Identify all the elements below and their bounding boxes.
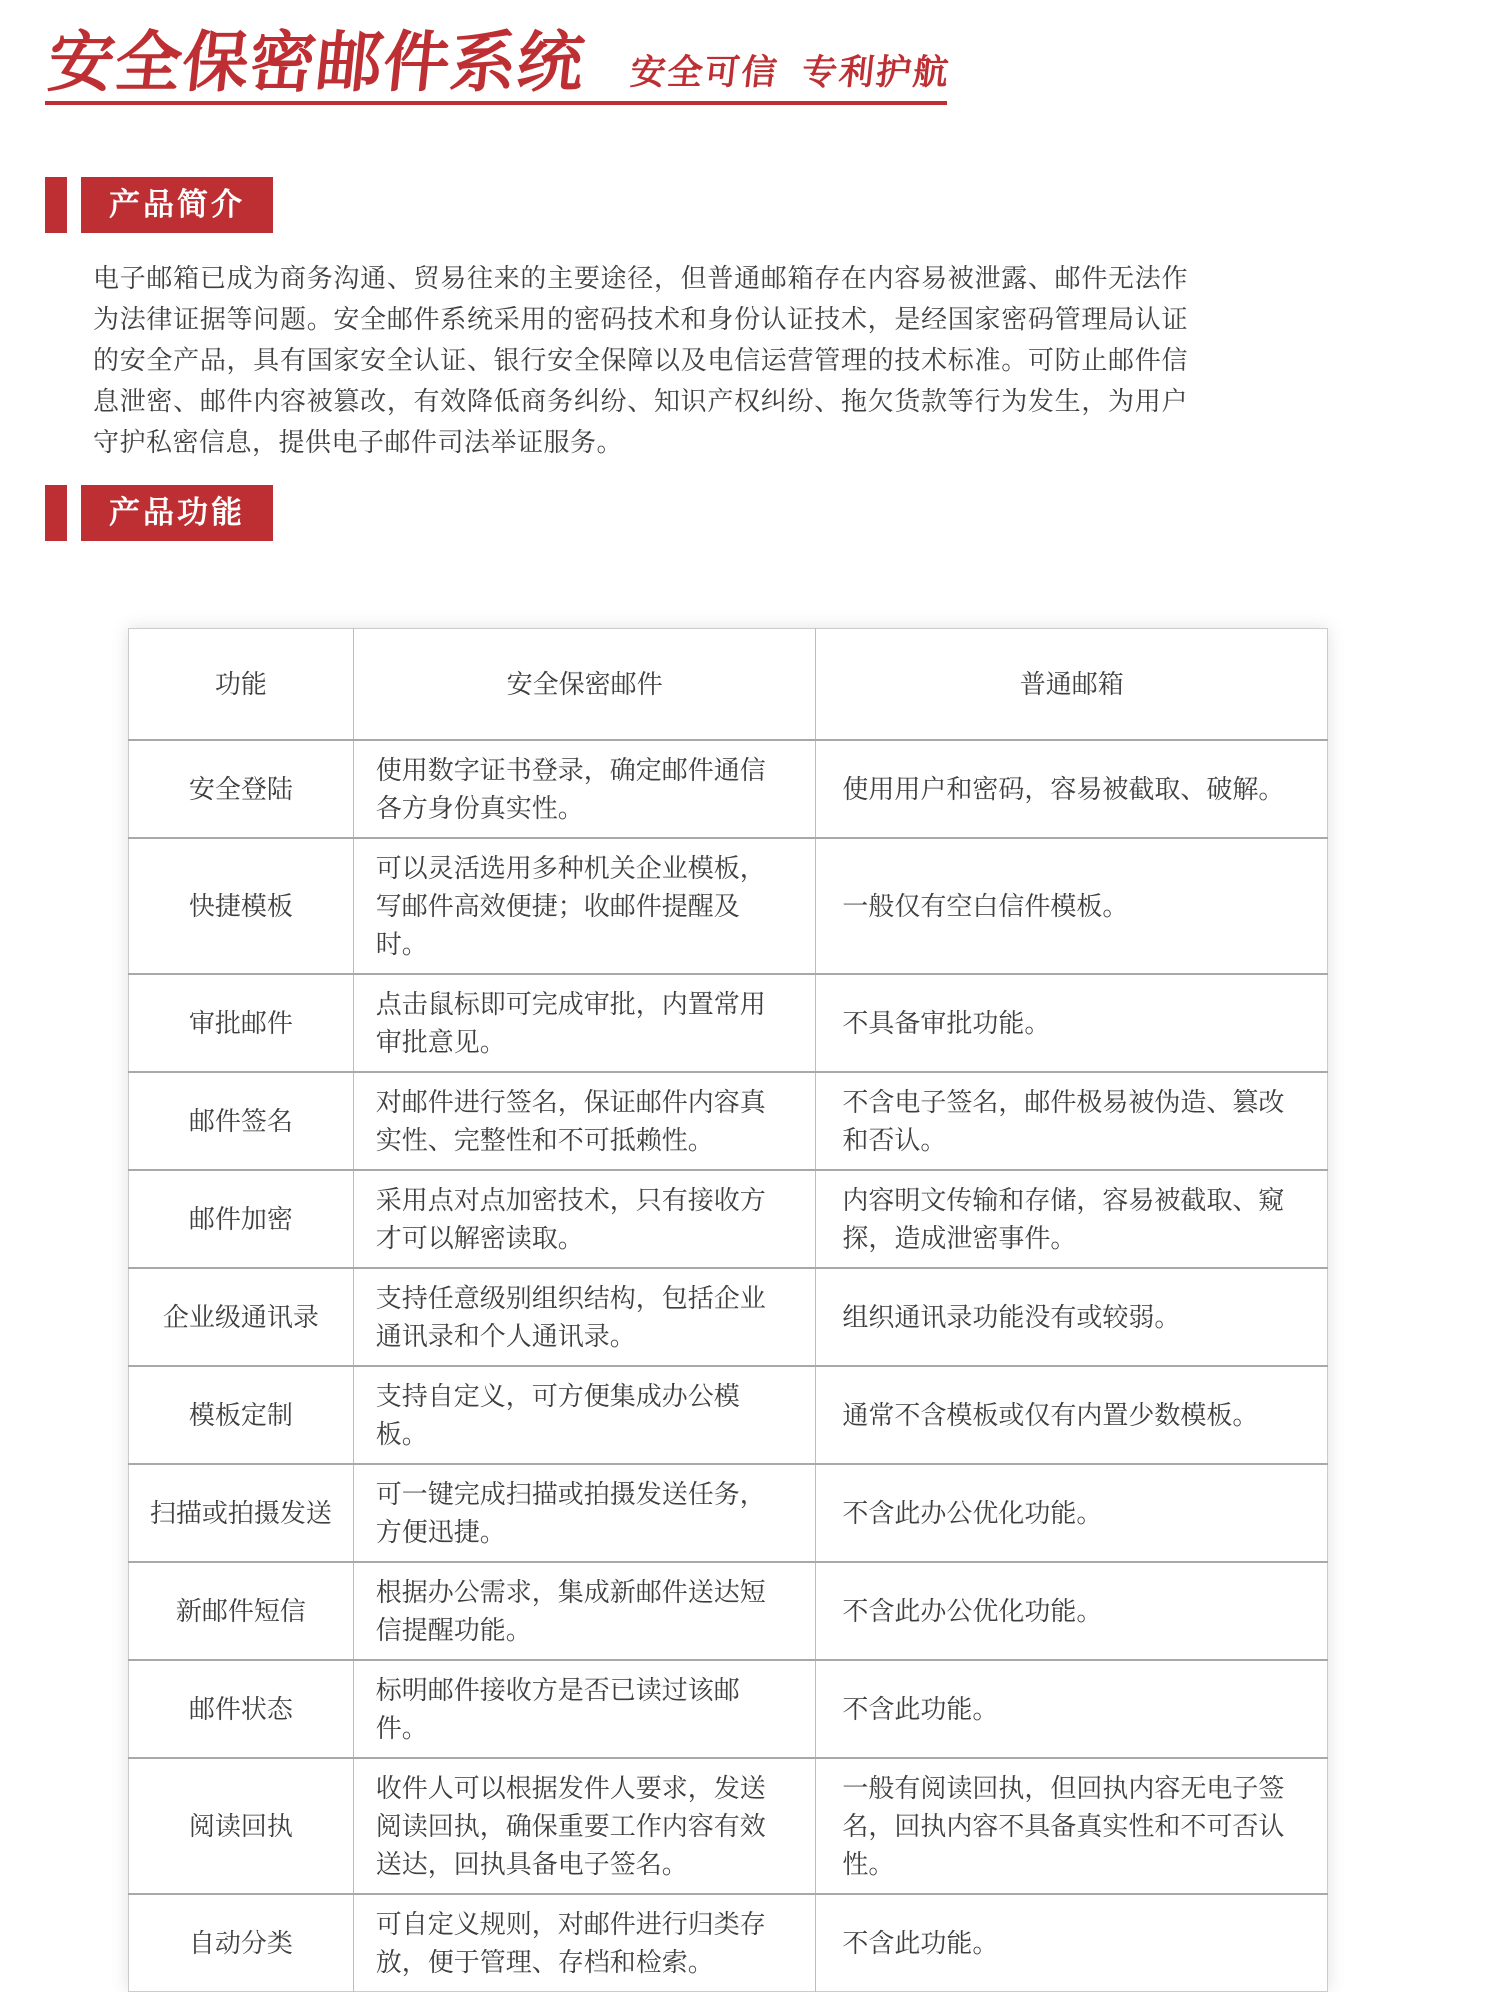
table-row [129,1170,1328,1268]
feature-cell: 模板定制 [129,1366,354,1464]
secure-mail-cell: 对邮件进行签名，保证邮件内容真实性、完整性和不可抵赖性。 [353,1072,816,1170]
feature-cell: 阅读回执 [129,1758,354,1894]
feature-cell: 邮件状态 [129,1660,354,1758]
feature-cell: 安全登陆 [129,740,354,838]
intro-paragraph: 电子邮箱已成为商务沟通、贸易往来的主要途径，但普通邮箱存在内容易被泄露、邮件无法作为法律证据等问题。安全邮件系统采用的密码技术和身份认证技术，是经国家密码管理局认证的安全产品，具有国家安全认证、银行安全保障以及电信运营管理的技术标准。可防止邮件信息泄密、邮件内容被篡改，有效降低商务纠纷、知识产权纠纷、拖欠货款等行为发生，为用户守护私密信息，提供电子邮件司法举证服务。 [93,263,1188,457]
table-row [129,1268,1328,1366]
secure-mail-cell: 可一键完成扫描或拍摄发送任务，方便迅捷。 [353,1464,816,1562]
normal-mail-cell: 使用用户和密码，容易被截取、破解。 [816,740,1328,838]
normal-mail-cell: 一般有阅读回执，但回执内容无电子签名，回执内容不具备真实性和不可否认性。 [816,1758,1328,1894]
feature-cell: 审批邮件 [129,974,354,1072]
section-accent-bar [45,485,67,541]
normal-mail-cell: 内容明文传输和存储，容易被截取、窥探，造成泄密事件。 [816,1170,1328,1268]
column-header-normal-mail: 普通邮箱 [816,629,1328,741]
table-row [129,1894,1328,1992]
section-accent-bar [45,177,67,233]
feature-cell: 新邮件短信 [129,1562,354,1660]
feature-cell: 邮件签名 [129,1072,354,1170]
normal-mail-cell: 一般仅有空白信件模板。 [816,838,1328,974]
table-row [129,974,1328,1072]
table-row [129,740,1328,838]
secure-mail-cell: 收件人可以根据发件人要求，发送阅读回执，确保重要工作内容有效送达，回执具备电子签名。 [353,1758,816,1894]
secure-mail-cell: 支持自定义，可方便集成办公模板。 [353,1366,816,1464]
table-row [129,1660,1328,1758]
feature-cell: 快捷模板 [129,838,354,974]
section-heading-intro: 产品简介 [81,177,273,233]
normal-mail-cell: 不含电子签名，邮件极易被伪造、篡改和否认。 [816,1072,1328,1170]
column-header-secure-mail: 安全保密邮件 [353,629,816,741]
secure-mail-cell: 采用点对点加密技术，只有接收方才可以解密读取。 [353,1170,816,1268]
secure-mail-cell: 可自定义规则，对邮件进行归类存放，便于管理、存档和检索。 [353,1894,816,1992]
table-row [129,1072,1328,1170]
normal-mail-cell: 通常不含模板或仅有内置少数模板。 [816,1366,1328,1464]
feature-cell: 企业级通讯录 [129,1268,354,1366]
normal-mail-cell: 不含此功能。 [816,1660,1328,1758]
secure-mail-cell: 标明邮件接收方是否已读过该邮件。 [353,1660,816,1758]
section-header-features [45,485,273,541]
table-row [129,1464,1328,1562]
table-row [129,1366,1328,1464]
normal-mail-cell: 不含此办公优化功能。 [816,1562,1328,1660]
normal-mail-cell: 不具备审批功能。 [816,974,1328,1072]
feature-cell: 邮件加密 [129,1170,354,1268]
secure-mail-cell: 点击鼠标即可完成审批，内置常用审批意见。 [353,974,816,1072]
feature-comparison-table [128,628,1328,1992]
feature-table-card [128,628,1328,1992]
secure-mail-cell: 根据办公需求，集成新邮件送达短信提醒功能。 [353,1562,816,1660]
normal-mail-cell: 不含此办公优化功能。 [816,1464,1328,1562]
title-underline [45,101,947,105]
secure-mail-cell: 可以灵活选用多种机关企业模板，写邮件高效便捷；收邮件提醒及时。 [353,838,816,974]
feature-cell: 扫描或拍摄发送 [129,1464,354,1562]
table-row [129,838,1328,974]
table-row [129,1562,1328,1660]
secure-mail-cell: 支持任意级别组织结构，包括企业通讯录和个人通讯录。 [353,1268,816,1366]
table-header-row [129,629,1328,741]
column-header-feature: 功能 [214,669,267,699]
section-header-intro [45,177,273,233]
table-row [129,1758,1328,1894]
page-subtitle: 安全可信 专利护航 [628,53,953,93]
section-heading-features: 产品功能 [81,485,273,541]
page-title: 安全保密邮件系统 [44,25,589,99]
normal-mail-cell: 组织通讯录功能没有或较弱。 [816,1268,1328,1366]
normal-mail-cell: 不含此功能。 [816,1894,1328,1992]
secure-mail-cell: 使用数字证书登录，确定邮件通信各方身份真实性。 [353,740,816,838]
feature-cell: 自动分类 [129,1894,354,1992]
page-header [44,25,953,99]
